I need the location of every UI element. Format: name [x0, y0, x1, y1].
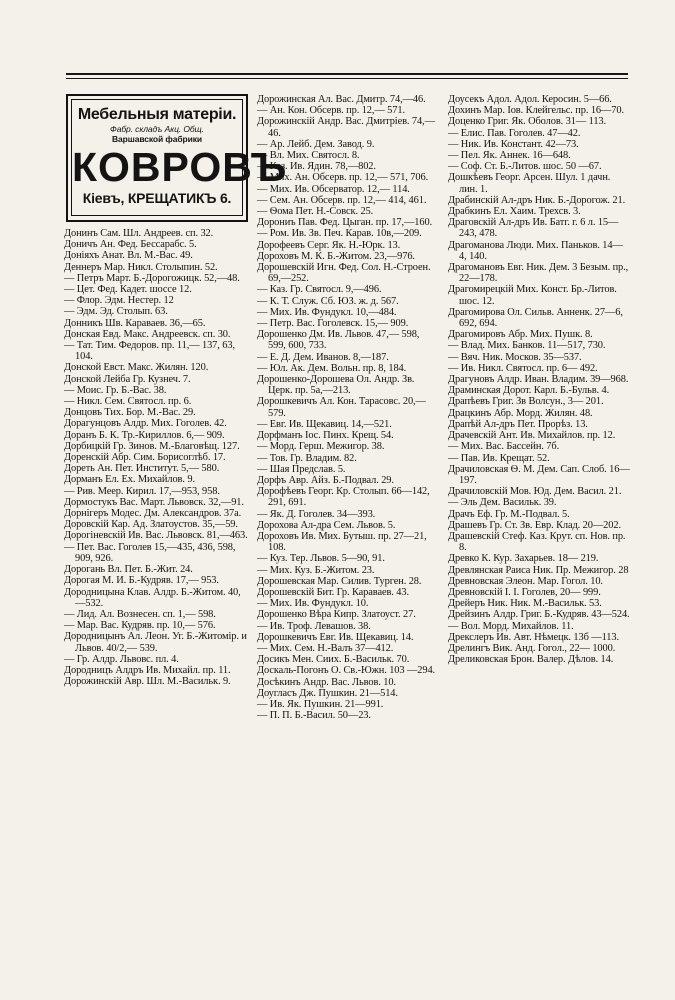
- directory-entry: — Гр. Алдр. Львовс. пл. 4.: [64, 653, 179, 665]
- directory-entry: — Тов. Гр. Владим. 82.: [257, 452, 357, 464]
- header-rule-thin: [66, 78, 628, 79]
- directory-entry: Дорогань Вл. Пет. Б.-Жит. 24.: [64, 564, 193, 576]
- directory-entry: Дорожинскій Авр. Шл. М.-Васильк. 9.: [64, 676, 231, 688]
- directory-entry: — Ром. Ив. Зв. Печ. Карав. 10в,—209.: [257, 228, 422, 240]
- directory-entry: Доничъ Ан. Фед. Бессарабс. 5.: [64, 239, 197, 251]
- directory-entry: — Куз. Тер. Львов. 5—90, 91.: [257, 553, 385, 565]
- entries-list-3: [448, 94, 630, 665]
- directory-entry: Дорфманъ Іос. Пинх. Крещ. 54.: [257, 430, 394, 442]
- ad-headline: Мебельныя матеріи.: [77, 106, 237, 123]
- directory-entry: Древлянская Раиса Ник. Пр. Межигор. 28: [448, 564, 629, 576]
- directory-entry: Досикъ Мен. Сиих. Б.-Васильк. 70.: [257, 654, 410, 666]
- directory-entry: Дорогiневскій Ив. Вас. Львовск. 81,—463.: [64, 530, 248, 542]
- directory-entry: Дрейеръ Ник. Ник. М.-Васильк. 53.: [448, 598, 602, 610]
- directory-entry: — Пел. Як. Аннек. 16—648.: [448, 150, 571, 162]
- directory-entry: Драчиловскій Мов. Юд. Дем. Васил. 21.: [448, 486, 622, 498]
- directory-entry: — Эдм. Эд. Столып. 63.: [64, 306, 168, 318]
- directory-entry: Драбкинъ Ел. Хаим. Трехсв. 3.: [448, 206, 581, 218]
- directory-entry: — Морд. Герш. Межигор. 38.: [257, 441, 385, 453]
- directory-entry: Драшевскій Стеф. Каз. Крут. сп. Нов. пр. 8.: [448, 530, 626, 554]
- directory-entry: Донiяхъ Анат. Вл. М.-Вас. 49.: [64, 250, 193, 262]
- directory-entry: — Ив. Як. Пушкин. 21—991.: [257, 698, 384, 710]
- directory-entry: — Як. Д. Гоголев. 34—393.: [257, 508, 376, 520]
- directory-entry: — Ѳома Пет. Н.-Совск. 25.: [257, 206, 374, 218]
- directory-entry: — Мих. Ив. Обсерватор. 12,— 114.: [257, 183, 410, 195]
- directory-entry: — Тат. Тим. Федоров. пр. 11,— 137, 63, 104.: [64, 340, 235, 363]
- directory-entry: Дорошевская Мар. Силив. Турген. 28.: [257, 575, 422, 587]
- directory-entry: Драговскій Ал-дръ Ив. Батг. г. 6 л. 15—243, 478.: [448, 217, 619, 240]
- directory-entry: Драгуновъ Алдр. Иван. Владим. 39—968.: [448, 374, 629, 386]
- directory-entry: — Мих. Куз. Б.-Житом. 23.: [257, 564, 375, 576]
- directory-entry: Драшевъ Гр. Ст. Зв. Евр. Клад. 20—202.: [448, 519, 621, 531]
- directory-entry: Донская Евд. Макс. Андреевск. сп. 30.: [64, 328, 231, 340]
- directory-entry: — Ив. Троф. Левашов. 38.: [257, 620, 371, 632]
- directory-entry: Доценко Григ. Як. Оболов. 31— 113.: [448, 116, 607, 128]
- directory-entry: Доскаль-Погонъ О. Св.-Южн. 103 —294.: [257, 665, 436, 677]
- directory-entry: — Е. Д. Дем. Иванов. 8,—187.: [257, 351, 389, 363]
- directory-entry: Донникъ Шв. Караваев. 36,—65.: [64, 317, 206, 329]
- directory-entry: Дорошкевичъ Ал. Кон. Тарасовс. 20,—579.: [257, 396, 426, 419]
- directory-entry: Драгомирецкій Мих. Конст. Бр.-Литов. шос. 12.: [448, 284, 617, 307]
- directory-entry: Дородницынъ Ал. Леон. Уг. Б.-Житомір. и Львов. 40/2,— 539.: [64, 631, 247, 654]
- directory-entry: Дреликовская Брон. Валер. Дѣлов. 14.: [448, 654, 614, 666]
- directory-entry: Дошкѣевъ Георг. Арсен. Шул. 1 дачн. лин. 1.: [448, 172, 611, 195]
- entries-list-2: [257, 94, 439, 721]
- ad-brand: КОВРОВЪ: [72, 144, 288, 190]
- directory-entry: Дорониъ Пав. Фед. Цыган. пр. 17,—160.: [257, 217, 433, 229]
- directory-entry: Драцкинъ Абр. Морд. Жилян. 48.: [448, 407, 593, 419]
- directory-entry: Дореть Ан. Пет. Институт. 5,— 580.: [64, 463, 220, 475]
- directory-entry: — Моис. Гр. Б.-Вас. 38.: [64, 384, 167, 396]
- directory-entry: — Евг. Ив. Щекавиц. 14,—521.: [257, 418, 392, 430]
- directory-entry: Дорожинская Ал. Вас. Дмитр. 74,—46.: [257, 94, 426, 105]
- directory-entry: Дороховъ Ив. Мих. Бутыш. пр. 27—21, 108.: [257, 530, 427, 554]
- directory-entry: Дорогая М. И. Б.-Кудряв. 17,— 953.: [64, 575, 219, 587]
- directory-entry: — Влад. Мих. Банков. 11—517, 730.: [448, 340, 606, 352]
- directory-entry: Дорфъ Авр. Айз. Б.-Подвал. 29.: [257, 474, 394, 486]
- directory-entry: — Вяч. Ник. Москов. 35—537.: [448, 351, 582, 363]
- column-3: [448, 94, 630, 984]
- directory-entry: Доренскій Абр. Сим. Борисоглѣб. 17.: [64, 452, 226, 464]
- directory-entry: Дорошенко Вѣра Кипр. Златоуст. 27.: [257, 609, 416, 621]
- directory-entry: — Ник. Ив. Констант. 42—73.: [448, 138, 579, 150]
- ad-address: Кіевъ, КРЕЩАТИКЪ 6.: [82, 190, 232, 206]
- directory-entry: Дорошенко-Дорошева Ол. Андр. Зв. Церк. пр. 5а,—213.: [257, 374, 415, 397]
- directory-entry: — Петръ Март. Б.-Дорогожицк. 52,—48.: [64, 272, 240, 284]
- directory-entry: Донской Евст. Макс. Жилян. 120.: [64, 362, 209, 374]
- directory-entry: — Мих. Ан. Обсерв. пр. 12,— 571, 706.: [257, 172, 429, 184]
- directory-entry: — Цет. Фед. Кадет. шоссе 12.: [64, 284, 192, 296]
- directory-entry: Драгомировъ Абр. Мих. Пушк. 8.: [448, 329, 593, 341]
- header-rule: [66, 73, 628, 75]
- directory-entry: — Юл. Ак. Дем. Вольн. пр. 8, 184.: [257, 362, 407, 374]
- directory-entry: Доранъ Б. К. Тр.-Кириллов. 6,— 909.: [64, 429, 225, 441]
- directory-entry: Драгомановъ Евг. Ник. Дем. 3 Безым. пр., 22—178.: [448, 262, 629, 285]
- directory-entry: — Мих. Ив. Фундукл. 10.: [257, 598, 369, 610]
- directory-entry: Дорошевскій Бит. Гр. Караваев. 43.: [257, 586, 409, 598]
- directory-entry: Драпѣевъ Григ. Зв Волсун., 3— 201.: [448, 396, 604, 408]
- column-2: [257, 94, 439, 984]
- directory-entry: Дорманъ Ел. Ех. Михайлов. 9.: [64, 474, 195, 486]
- directory-entry: — Каз. Гр. Святосл. 9,—496.: [257, 284, 382, 296]
- directory-entry: Дрелингъ Вик. Анд. Гогол., 22— 1000.: [448, 642, 616, 654]
- directory-entry: — Петр. Вас. Гоголевск. 15,— 909.: [257, 318, 409, 330]
- directory-entry: Дорошкевичъ Евг. Ив. Щекавиц. 14.: [257, 631, 414, 643]
- directory-entry: Древко К. Кур. Захарьев. 18— 219.: [448, 553, 599, 565]
- column-1: [64, 94, 288, 984]
- directory-entry: — П. П. Б.-Васил. 50—23.: [257, 710, 371, 722]
- directory-entry: Драчевскій Ант. Ив. Михайлов. пр. 12.: [448, 430, 616, 442]
- directory-entry: — Ив. Никл. Святосл. пр. 6— 492.: [448, 362, 598, 374]
- ad-subline-bold: Варшавской фабрики: [111, 134, 203, 144]
- directory-entry: Драгоманова Люди. Мих. Паньков. 14—4, 140.: [448, 239, 623, 262]
- directory-entry: — Шая Предслав. 5.: [257, 463, 346, 475]
- directory-entry: Донцовъ Тих. Бор. М.-Вас. 29.: [64, 407, 196, 419]
- directory-entry: — Каз. Ив. Ядин. 78,—802.: [257, 161, 376, 173]
- directory-entry: Драгомирова Ол. Сильв. Анненк. 27—6, 692, 694.: [448, 306, 623, 330]
- directory-entry: Дорофеевъ Серг. Як. Н.-Юрк. 13.: [257, 239, 401, 251]
- directory-entry: Дорошевскій Игн. Фед. Сол. Н.-Строен. 69,—252.: [257, 262, 431, 285]
- directory-entry: — Флор. Эдм. Нестер. 12: [64, 295, 174, 307]
- directory-entry: — Ар. Лейб. Дем. Завод. 9.: [257, 138, 375, 150]
- ad-subline: Фабр. складъ Акц. Общ.: [110, 124, 204, 134]
- directory-entry: — Ан. Кон. Обсерв. пр. 12,— 571.: [257, 105, 405, 117]
- directory-entry: Дородницъ Алдръ Ив. Михайл. пр. 11.: [64, 664, 231, 676]
- directory-entry: — Вол. Морд. Михайлов. 11.: [448, 620, 574, 632]
- directory-entry: — Мих. Вас. Бассейн. 7б.: [448, 441, 560, 453]
- directory-entry: Дородницына Клав. Алдр. Б.-Житом. 40,—532.: [64, 586, 241, 609]
- directory-entry: — К. Т. Служ. Сб. ЮЗ. ж. д. 567.: [257, 295, 399, 307]
- entries-list-1: [64, 228, 249, 687]
- directory-entry: — Эль Дем. Васильк. 39.: [448, 497, 557, 509]
- directory-entry: — Пет. Вас. Гоголев 15,—435, 436, 598, 909, 926.: [64, 541, 236, 564]
- directory-entry: Дорагунцовъ Алдр. Мих. Гоголев. 42.: [64, 418, 227, 430]
- directory-entry: — Пав. Ив. Крещат. 52.: [448, 452, 550, 464]
- directory-entry: Драпѣй Ал-дръ Пет. Прорѣз. 13.: [448, 418, 588, 430]
- directory-entry: Донской Лейба Гр. Кузнеч. 7.: [64, 373, 191, 385]
- directory-entry: Доровскій Кар. Ад. Златоустов. 35,—59.: [64, 519, 238, 531]
- directory-entry: Дорошенко Дм. Ив. Львов. 47,— 598, 599, 600, 733.: [257, 329, 420, 352]
- directory-entry: — Вл. Мих. Святосл. 8.: [257, 150, 360, 162]
- directory-entry: Драминская Дорот. Карл. Б.-Бульв. 4.: [448, 385, 610, 397]
- directory-entry: — Лид. Ал. Вознесен. сп. 1,— 598.: [64, 608, 216, 620]
- directory-entry: — Елис. Пав. Гоголев. 47—42.: [448, 127, 581, 139]
- directory-entry: Дорофѣевъ Георг. Кр. Столып. 66—142, 291, 691.: [257, 486, 430, 509]
- directory-entry: Драчъ Еф. Гр. М.-Подвал. 5.: [448, 508, 570, 520]
- directory-entry: Дохинъ Мар. Іов. Клейгельс. пр. 16—70.: [448, 105, 624, 117]
- directory-entry: — Мих. Ив. Фундукл. 10,—484.: [257, 306, 397, 318]
- advertisement-inner-frame: [71, 99, 288, 216]
- directory-entry: — Никл. Сем. Святосл. пр. 6.: [64, 396, 192, 408]
- directory-entry: Дорбицкій Гр. Зинов. М.-Благовѣщ. 127.: [64, 440, 240, 452]
- directory-entry: Древновскій І. І. Гоголев, 20— 999.: [448, 586, 601, 598]
- directory-entry: Дорожинскій Андр. Вас. Дмитріев. 74,—46.: [257, 116, 435, 139]
- directory-entry: Доусекъ Адол. Адол. Керосин. 5—66.: [448, 94, 612, 105]
- directory-entry: Деннеръ Мар. Никл. Столыпин. 52.: [64, 261, 218, 273]
- directory-entry: Донинъ Сам. Шл. Андреев. сп. 32.: [64, 228, 214, 239]
- advertisement-box: [66, 94, 288, 222]
- directory-entry: — Сем. Ан. Обсерв. пр. 12,— 414, 461.: [257, 194, 427, 206]
- directory-entry: Драчиловская Ѳ. М. Дем. Сап. Слоб. 16—197.: [448, 463, 630, 486]
- directory-entry: — Мих. Сем. Н.-Валъ 37—412.: [257, 642, 394, 654]
- directory-entry: Досѣкинъ Андр. Вас. Львов. 10.: [257, 676, 396, 688]
- directory-entry: Дороховъ М. К. Б.-Житом. 23,—976.: [257, 250, 415, 262]
- directory-entry: Дормостукъ Вас. Март. Львовск. 32,—91.: [64, 496, 244, 508]
- directory-entry: Доугласъ Дж. Пушкин. 21—514.: [257, 687, 398, 699]
- directory-entry: Дорнігеръ Модес. Дм. Александров. 37а.: [64, 508, 242, 520]
- directory-entry: Древновская Элеон. Мар. Гогол. 10.: [448, 575, 603, 587]
- directory-entry: — Мар. Вас. Кудряв. пр. 10,— 576.: [64, 620, 216, 632]
- directory-entry: Дорохова Ал-дра Сем. Львов. 5.: [257, 519, 396, 531]
- directory-entry: Дрейзинъ Алдр. Григ. Б.-Кудряв. 43—524.: [448, 609, 630, 621]
- directory-entry: — Рив. Меер. Кирил. 17,—953, 958.: [64, 485, 220, 497]
- directory-entry: Драбинскій Ал-дръ Ник. Б.-Дорогож. 21.: [448, 194, 626, 206]
- directory-entry: — Соф. Ст. Б.-Литов. шос. 50 —67.: [448, 161, 602, 173]
- directory-entry: Дрекслеръ Ив. Авт. Нѣмецк. 13б —113.: [448, 631, 619, 643]
